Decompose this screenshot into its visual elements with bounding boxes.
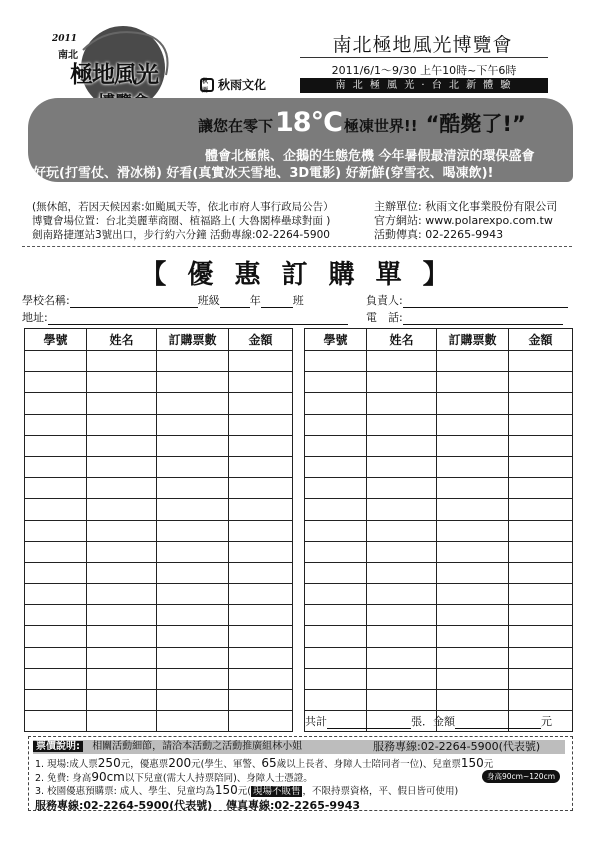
- ticket-count-cell[interactable]: [437, 414, 509, 435]
- amount-cell[interactable]: [509, 499, 573, 520]
- note-3-text: ，不限持票資格，平、假日皆可使用): [302, 786, 459, 797]
- sponsor-logo: [200, 76, 266, 93]
- header-student-id: 學號: [25, 329, 87, 351]
- header-name: 姓名: [87, 329, 157, 351]
- header-amount: 金額: [229, 329, 293, 351]
- address-input[interactable]: [48, 314, 348, 325]
- name-cell[interactable]: [87, 711, 157, 732]
- school-price: 150: [214, 783, 238, 797]
- logo-top-text: 南北: [58, 50, 78, 61]
- student-id-cell[interactable]: [305, 372, 367, 393]
- student-id-cell[interactable]: [305, 393, 367, 414]
- header-amount: 金額: [509, 329, 573, 351]
- expo-title: 南北極地風光博覽會: [332, 34, 513, 56]
- child-price: 150: [460, 756, 484, 770]
- ticket-count-cell[interactable]: [157, 711, 229, 732]
- student-id-cell[interactable]: [305, 541, 367, 562]
- student-id-cell[interactable]: [305, 562, 367, 583]
- table-row: [25, 435, 293, 456]
- student-id-cell[interactable]: [305, 435, 367, 456]
- amount-cell[interactable]: [229, 711, 293, 732]
- header-ticket-count: 訂購票數: [437, 329, 509, 351]
- table-row: [305, 372, 573, 393]
- table-row: [305, 541, 573, 562]
- footer-hotlines: [35, 797, 360, 813]
- name-cell[interactable]: [87, 690, 157, 711]
- table-row: [305, 499, 573, 520]
- name-cell[interactable]: [87, 372, 157, 393]
- venue-info-line: 博覽會場位置：台北美麗華商圈、植福路上( 大魯閣棒壘球對面 ): [32, 215, 331, 227]
- table-row: [25, 520, 293, 541]
- ticket-count-cell[interactable]: [157, 562, 229, 583]
- notes-head-hotline: 服務專線:02-2264-5900(代表號): [373, 740, 541, 753]
- name-cell[interactable]: [367, 541, 437, 562]
- student-id-cell[interactable]: [25, 711, 87, 732]
- venue-info: [32, 200, 334, 242]
- order-table-right: [304, 328, 573, 732]
- notes-tag: 票價說明:: [33, 741, 83, 752]
- amount-cell[interactable]: [229, 435, 293, 456]
- adult-price: 250: [97, 756, 121, 770]
- ticket-count-cell[interactable]: [157, 351, 229, 372]
- total-label: 共計: [305, 715, 327, 728]
- note-line-2: [35, 770, 313, 784]
- table-row: [305, 690, 573, 711]
- ticket-count-cell[interactable]: [437, 520, 509, 541]
- name-cell[interactable]: [367, 584, 437, 605]
- website-line: 官方網站: www.polarexpo.com.tw: [374, 214, 553, 227]
- note-2-text: 2. 免費: 身高: [35, 773, 92, 784]
- student-id-cell[interactable]: [25, 478, 87, 499]
- section-divider: [22, 246, 572, 247]
- senior-age: 65: [261, 756, 277, 770]
- table-row: [305, 626, 573, 647]
- amount-cell[interactable]: [509, 562, 573, 583]
- amount-cell[interactable]: [509, 351, 573, 372]
- ticket-count-cell[interactable]: [157, 372, 229, 393]
- name-cell[interactable]: [87, 414, 157, 435]
- discount-price: 200: [168, 756, 192, 770]
- expo-dates: 2011/6/1～9/30 上午10時~下午6時: [331, 64, 517, 77]
- amount-cell[interactable]: [509, 541, 573, 562]
- table-header-row: [305, 329, 573, 351]
- name-cell[interactable]: [87, 605, 157, 626]
- amount-cell[interactable]: [509, 478, 573, 499]
- headline-temperature: 18°C: [275, 107, 342, 138]
- name-cell[interactable]: [367, 351, 437, 372]
- name-cell[interactable]: [367, 478, 437, 499]
- amount-cell[interactable]: [229, 520, 293, 541]
- organizer-line: 主辦單位: 秋雨文化事業股份有限公司: [374, 200, 558, 213]
- phone-input[interactable]: [403, 314, 563, 325]
- table-row: [305, 668, 573, 689]
- note-1-text: 1. 現場:成人票: [35, 759, 98, 770]
- name-cell[interactable]: [367, 456, 437, 477]
- note-1-text: 歲以上長者、身障人士陪同者一位)、兒童票: [276, 759, 461, 770]
- student-id-cell[interactable]: [305, 414, 367, 435]
- order-table-left: [24, 328, 293, 732]
- name-cell[interactable]: [87, 520, 157, 541]
- contact-person-input[interactable]: [403, 297, 568, 308]
- amount-cell[interactable]: [509, 668, 573, 689]
- note-2-text: 以下兒童(需大人持票陪同)、身障人士憑證。: [124, 773, 313, 784]
- student-id-cell[interactable]: [305, 605, 367, 626]
- table-row: [25, 456, 293, 477]
- student-id-cell[interactable]: [305, 647, 367, 668]
- amount-cell[interactable]: [229, 541, 293, 562]
- student-id-cell[interactable]: [25, 541, 87, 562]
- ticket-count-cell[interactable]: [437, 562, 509, 583]
- student-id-cell[interactable]: [25, 435, 87, 456]
- student-id-cell[interactable]: [25, 562, 87, 583]
- ticket-count-cell[interactable]: [437, 690, 509, 711]
- amount-cell[interactable]: [229, 372, 293, 393]
- table-row: [305, 435, 573, 456]
- venue-info-line: (無休館，若因天候因素:如颱風天等，依北市府人事行政局公告）: [32, 201, 334, 213]
- student-id-cell[interactable]: [25, 605, 87, 626]
- table-row: [305, 562, 573, 583]
- ticket-count-cell[interactable]: [437, 584, 509, 605]
- table-row: [305, 584, 573, 605]
- ticket-count-cell[interactable]: [437, 478, 509, 499]
- amount-cell[interactable]: [229, 690, 293, 711]
- phone-field-row: [366, 309, 563, 325]
- contact-label: 負責人:: [366, 294, 403, 307]
- total-amount-input[interactable]: [455, 718, 541, 729]
- amount-cell[interactable]: [229, 414, 293, 435]
- table-row: [25, 605, 293, 626]
- note-1-text: 元，優惠票: [120, 759, 169, 770]
- name-cell[interactable]: [367, 520, 437, 541]
- amount-cell[interactable]: [229, 351, 293, 372]
- ticket-count-cell[interactable]: [157, 647, 229, 668]
- fax-hotline: 傳真專線:02-2265-9943: [225, 799, 361, 812]
- name-cell[interactable]: [367, 605, 437, 626]
- name-cell[interactable]: [87, 393, 157, 414]
- amount-cell[interactable]: [229, 647, 293, 668]
- student-id-cell[interactable]: [25, 690, 87, 711]
- student-id-cell[interactable]: [25, 351, 87, 372]
- ticket-count-cell[interactable]: [157, 584, 229, 605]
- name-cell[interactable]: [87, 541, 157, 562]
- sponsor-name: 秋雨文化: [218, 78, 267, 92]
- ticket-count-cell[interactable]: [157, 414, 229, 435]
- name-cell[interactable]: [367, 499, 437, 520]
- name-cell[interactable]: [87, 435, 157, 456]
- name-cell[interactable]: [367, 626, 437, 647]
- name-cell[interactable]: [367, 435, 437, 456]
- notes-head-text: 相關活動細節，請洽本活動之活動推廣組林小姐: [92, 741, 303, 752]
- amount-cell[interactable]: [509, 520, 573, 541]
- logo-year: 2011: [52, 34, 78, 44]
- table-row: [25, 647, 293, 668]
- student-id-cell[interactable]: [305, 690, 367, 711]
- ban-label: 班: [292, 294, 304, 307]
- name-cell[interactable]: [87, 478, 157, 499]
- amount-cell[interactable]: [509, 414, 573, 435]
- student-id-cell[interactable]: [305, 456, 367, 477]
- ticket-count-cell[interactable]: [157, 435, 229, 456]
- ticket-count-cell[interactable]: [437, 668, 509, 689]
- name-cell[interactable]: [367, 647, 437, 668]
- school-label: 學校名稱:: [22, 294, 70, 307]
- year-label: 年: [249, 294, 261, 307]
- name-cell[interactable]: [87, 626, 157, 647]
- amount-cell[interactable]: [229, 499, 293, 520]
- name-cell[interactable]: [87, 562, 157, 583]
- ticket-count-cell[interactable]: [437, 456, 509, 477]
- table-row: [305, 647, 573, 668]
- table-row: [305, 456, 573, 477]
- class-year-input[interactable]: [220, 297, 250, 308]
- amount-cell[interactable]: [229, 478, 293, 499]
- name-cell[interactable]: [367, 562, 437, 583]
- table-row: [25, 478, 293, 499]
- total-tickets-input[interactable]: [327, 718, 411, 729]
- student-id-cell[interactable]: [305, 584, 367, 605]
- ticket-count-cell[interactable]: [437, 499, 509, 520]
- amount-cell[interactable]: [509, 393, 573, 414]
- amount-cell[interactable]: [509, 372, 573, 393]
- amount-cell[interactable]: [229, 668, 293, 689]
- amount-cell[interactable]: [509, 456, 573, 477]
- class-number-input[interactable]: [261, 297, 293, 308]
- table-row: [25, 414, 293, 435]
- headline-cool: “酷斃了!”: [425, 112, 526, 136]
- amount-cell[interactable]: [509, 584, 573, 605]
- class-label: 班級: [197, 294, 220, 307]
- amount-cell[interactable]: [229, 393, 293, 414]
- name-cell[interactable]: [367, 372, 437, 393]
- table-row: [25, 690, 293, 711]
- ticket-count-cell[interactable]: [157, 520, 229, 541]
- amount-cell[interactable]: [229, 456, 293, 477]
- amount-cell[interactable]: [509, 647, 573, 668]
- name-cell[interactable]: [87, 499, 157, 520]
- note-1-text: 元: [483, 759, 494, 770]
- name-cell[interactable]: [367, 668, 437, 689]
- student-id-cell[interactable]: [25, 499, 87, 520]
- sheets-label: 張．金額: [411, 715, 455, 728]
- table-row: [25, 351, 293, 372]
- header-student-id: 學號: [305, 329, 367, 351]
- banner-line-1: 體會北極熊、企鵝的生態危機 今年暑假最清涼的環保盛會: [205, 149, 535, 164]
- headline-post: 極凍世界!!: [343, 117, 418, 135]
- student-id-cell[interactable]: [305, 626, 367, 647]
- note-line-3: [35, 783, 458, 797]
- currency-label: 元: [541, 715, 552, 728]
- student-id-cell[interactable]: [25, 372, 87, 393]
- table-row: [25, 562, 293, 583]
- sponsor-badge-icon: 秋雨: [200, 78, 214, 92]
- ticket-count-cell[interactable]: [157, 541, 229, 562]
- table-row: [25, 541, 293, 562]
- student-id-cell[interactable]: [25, 647, 87, 668]
- amount-cell[interactable]: [229, 584, 293, 605]
- ticket-count-cell[interactable]: [437, 372, 509, 393]
- height-range-badge: 身高90cm~120cm: [482, 770, 560, 783]
- form-title: 【 優 惠 訂 購 單 】: [140, 260, 455, 290]
- name-cell[interactable]: [367, 393, 437, 414]
- table-header-row: [25, 329, 293, 351]
- table-row: [305, 605, 573, 626]
- name-cell[interactable]: [87, 668, 157, 689]
- ticket-count-cell[interactable]: [157, 499, 229, 520]
- fax-line: 活動傳真: 02-2265-9943: [374, 228, 504, 241]
- free-height: 90cm: [91, 770, 125, 784]
- table-row: [25, 711, 293, 732]
- name-cell[interactable]: [367, 414, 437, 435]
- student-id-cell[interactable]: [305, 351, 367, 372]
- banner-line-2: 好玩(打雪仗、滑冰梯) 好看(真實冰天雪地、3D電影) 好新鮮(穿雪衣、喝凍飲)!: [33, 166, 494, 181]
- title-divider: [300, 57, 548, 58]
- note-1-text: 元(學生、軍警、: [191, 759, 262, 770]
- ticket-count-cell[interactable]: [437, 435, 509, 456]
- amount-cell[interactable]: [229, 626, 293, 647]
- service-hotline: 服務專線:02-2264-5900(代表號): [35, 799, 213, 812]
- student-id-cell[interactable]: [25, 520, 87, 541]
- table-row: [25, 372, 293, 393]
- ticket-count-cell[interactable]: [437, 605, 509, 626]
- student-id-cell[interactable]: [305, 478, 367, 499]
- headline-pre: 讓您在零下: [198, 117, 274, 135]
- ticket-count-cell[interactable]: [437, 351, 509, 372]
- expo-tagline: 南 北 極 風 光 · 台 北 新 體 驗: [300, 78, 548, 93]
- amount-cell[interactable]: [229, 562, 293, 583]
- amount-cell[interactable]: [509, 605, 573, 626]
- totals-row: [305, 713, 552, 729]
- student-id-cell[interactable]: [305, 520, 367, 541]
- table-row: [25, 393, 293, 414]
- name-cell[interactable]: [87, 647, 157, 668]
- name-cell[interactable]: [87, 456, 157, 477]
- note-line-1: [35, 756, 493, 770]
- name-cell[interactable]: [367, 690, 437, 711]
- venue-info-line: 劍南路捷運站3號出口，步行約六分鐘 活動專線:02-2264-5900: [32, 229, 330, 241]
- student-id-cell[interactable]: [25, 584, 87, 605]
- student-id-cell[interactable]: [305, 499, 367, 520]
- address-label: 地址:: [22, 311, 48, 324]
- student-id-cell[interactable]: [25, 626, 87, 647]
- ticket-count-cell[interactable]: [157, 690, 229, 711]
- amount-cell[interactable]: [509, 626, 573, 647]
- notes-header: [33, 740, 565, 754]
- note-3-text: 元(: [237, 786, 251, 797]
- table-row: [25, 584, 293, 605]
- table-row: [25, 668, 293, 689]
- ticket-count-cell[interactable]: [157, 626, 229, 647]
- ticket-count-cell[interactable]: [437, 393, 509, 414]
- ticket-count-cell[interactable]: [437, 626, 509, 647]
- ticket-count-cell[interactable]: [157, 393, 229, 414]
- student-id-cell[interactable]: [25, 668, 87, 689]
- name-cell[interactable]: [87, 351, 157, 372]
- note-3-text: 3. 校園優惠預購票: 成人、學生、兒童均為: [35, 786, 215, 797]
- table-row: [305, 414, 573, 435]
- ticket-count-cell[interactable]: [157, 605, 229, 626]
- phone-label: 電 話:: [366, 311, 403, 324]
- table-row: [25, 499, 293, 520]
- school-name-input[interactable]: [70, 297, 198, 308]
- table-row: [305, 520, 573, 541]
- not-sold-onsite-label: 現場不販售: [252, 786, 301, 797]
- name-cell[interactable]: [87, 584, 157, 605]
- student-id-cell[interactable]: [25, 414, 87, 435]
- table-row: [305, 351, 573, 372]
- table-row: [305, 478, 573, 499]
- ticket-count-cell[interactable]: [157, 668, 229, 689]
- header-ticket-count: 訂購票數: [157, 329, 229, 351]
- address-field-row: [22, 309, 348, 325]
- table-row: [305, 393, 573, 414]
- ticket-count-cell[interactable]: [437, 647, 509, 668]
- amount-cell[interactable]: [509, 435, 573, 456]
- student-id-cell[interactable]: [25, 393, 87, 414]
- school-field-row: [22, 292, 304, 308]
- student-id-cell[interactable]: [25, 456, 87, 477]
- amount-cell[interactable]: [229, 605, 293, 626]
- amount-cell[interactable]: [509, 690, 573, 711]
- table-row: [25, 626, 293, 647]
- logo-main-text: 極地風光: [70, 62, 158, 88]
- contact-field-row: [366, 292, 568, 308]
- ticket-count-cell[interactable]: [437, 541, 509, 562]
- ticket-count-cell[interactable]: [157, 456, 229, 477]
- organizer-info: [374, 200, 557, 242]
- banner-headline: [198, 107, 526, 138]
- ticket-count-cell[interactable]: [157, 478, 229, 499]
- header-name: 姓名: [367, 329, 437, 351]
- student-id-cell[interactable]: [305, 668, 367, 689]
